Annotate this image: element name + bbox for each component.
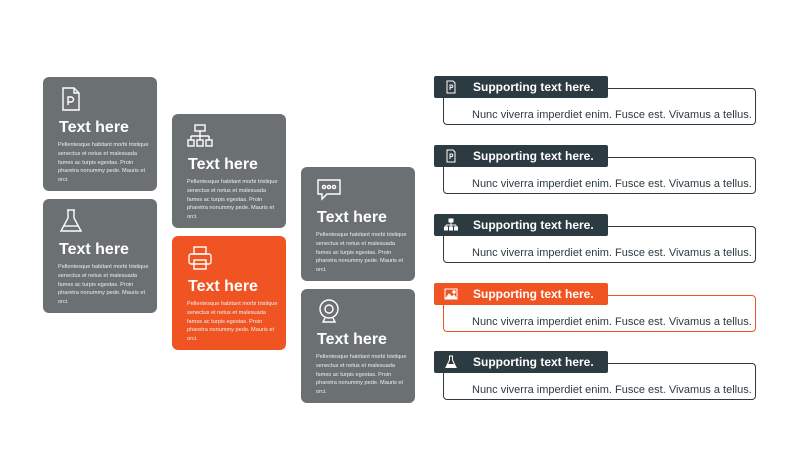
card-body: Pellentesque habitant morbi tristique senectus et netus et malesuada fames ac turpis egestas. Proin pharetra nonummy pede. Mauris et orci. — [187, 179, 278, 221]
row-tab — [434, 214, 608, 236]
card-title: Text here — [188, 156, 258, 173]
row-tab — [434, 76, 608, 98]
card-title: Text here — [59, 241, 129, 258]
supporting-row — [434, 145, 758, 199]
card-body: Pellentesque habitant morbi tristique senectus et netus et malesuada fames ac turpis egestas. Proin pharetra nonummy pede. Mauris et orci. — [58, 264, 149, 306]
card-body: Pellentesque habitant morbi tristique senectus et netus et malesuada fames ac turpis egestas. Proin pharetra nonummy pede. Mauris et orci. — [316, 354, 407, 396]
row-text: Nunc viverra imperdiet enim. Fusce est. Vivamus a tellus. — [472, 384, 752, 396]
card-chat — [301, 167, 415, 281]
card-body: Pellentesque habitant morbi tristique senectus et netus et malesuada fames ac turpis egestas. Proin pharetra nonummy pede. Mauris et orci. — [316, 232, 407, 274]
row-label: Supporting text here. — [473, 355, 594, 369]
card-title: Text here — [59, 119, 129, 136]
chat-bubble-icon — [315, 175, 343, 203]
card-title: Text here — [317, 209, 387, 226]
card-webcam — [301, 289, 415, 403]
row-label: Supporting text here. — [473, 218, 594, 232]
row-text: Nunc viverra imperdiet enim. Fusce est. Vivamus a tellus. — [472, 109, 752, 121]
card-org-chart — [172, 114, 286, 228]
image-icon — [444, 287, 458, 301]
card-title: Text here — [317, 331, 387, 348]
document-p-icon — [444, 149, 458, 163]
card-flask — [43, 199, 157, 313]
card-printer — [172, 236, 286, 350]
supporting-row-highlighted — [434, 283, 758, 337]
row-label: Supporting text here. — [473, 287, 594, 301]
supporting-row — [434, 351, 758, 405]
org-chart-icon — [444, 218, 458, 232]
card-body: Pellentesque habitant morbi tristique senectus et netus et malesuada fames ac turpis egestas. Proin pharetra nonummy pede. Mauris et orci. — [187, 301, 278, 343]
row-text: Nunc viverra imperdiet enim. Fusce est. Vivamus a tellus. — [472, 178, 752, 190]
row-tab — [434, 283, 608, 305]
printer-icon — [186, 244, 214, 272]
row-label: Supporting text here. — [473, 80, 594, 94]
row-text: Nunc viverra imperdiet enim. Fusce est. Vivamus a tellus. — [472, 316, 752, 328]
supporting-row — [434, 76, 758, 130]
card-title: Text here — [188, 278, 258, 295]
card-body: Pellentesque habitant morbi tristique senectus et netus et malesuada fames ac turpis egestas. Proin pharetra nonummy pede. Mauris et orci. — [58, 142, 149, 184]
row-text: Nunc viverra imperdiet enim. Fusce est. Vivamus a tellus. — [472, 247, 752, 259]
row-label: Supporting text here. — [473, 149, 594, 163]
org-chart-icon — [186, 122, 214, 150]
document-p-icon — [57, 85, 85, 113]
row-tab — [434, 351, 608, 373]
supporting-row — [434, 214, 758, 268]
webcam-icon — [315, 297, 343, 325]
card-document — [43, 77, 157, 191]
flask-icon — [444, 355, 458, 369]
row-tab — [434, 145, 608, 167]
document-p-icon — [444, 80, 458, 94]
flask-icon — [57, 207, 85, 235]
